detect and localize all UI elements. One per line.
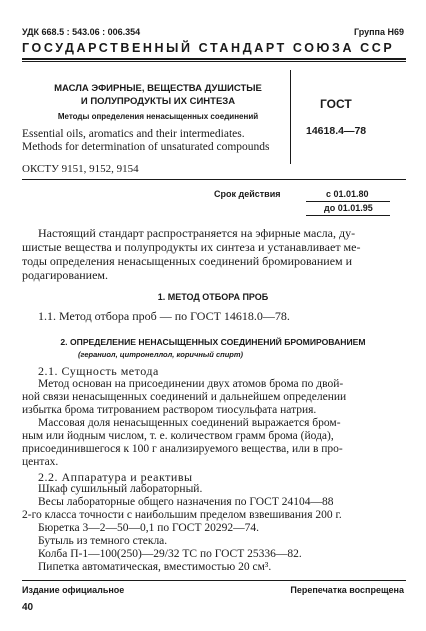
validity-rule: [306, 201, 390, 202]
section1-paragraph: 1.1. Метод отбора проб — по ГОСТ 14618.0—78.: [38, 309, 290, 323]
english-title-line2: Methods for determination of unsaturated compounds: [22, 141, 270, 153]
title-block-divider: [290, 70, 291, 164]
paragraph-line: Массовая доля ненасыщенных соединений выражается бром-: [38, 417, 341, 429]
paragraph-line: ным или йодным числом, т. е. количеством грамм брома (йода),: [22, 430, 334, 442]
english-title-line1: Essential oils, aromatics and their intermediates.: [22, 128, 245, 140]
group-code: Группа Н69: [353, 27, 404, 37]
doc-title-line2: И ПОЛУПРОДУКТЫ ИХ СИНТЕЗА: [80, 96, 236, 107]
section2-heading: 2. ОПРЕДЕЛЕНИЕ НЕНАСЫЩЕННЫХ СОЕДИНЕНИЙ БРОМИРОВАНИЕМ: [60, 337, 366, 347]
standard-title: ГОСУДАРСТВЕННЫЙ СТАНДАРТ СОЮЗА ССР: [22, 41, 395, 55]
intro-line: Настоящий стандарт распространяется на эфирные масла, ду-: [38, 226, 356, 240]
equipment-item: Пипетка автоматическая, вместимостью 20 см³.: [38, 561, 272, 573]
validity-to: до 01.01.95: [324, 203, 373, 213]
okstu-rule: [22, 179, 406, 180]
section1-heading: 1. МЕТОД ОТБОРА ПРОБ: [157, 292, 269, 302]
footer-official-edition: Издание официальное: [22, 585, 125, 595]
paragraph-line: Метод основан на присоединении двух атомов брома по двой-: [38, 378, 344, 390]
subsection-2-1-title: 2.1. Сущность метода: [38, 364, 159, 378]
gost-number: 14618.4—78: [306, 125, 367, 137]
paragraph-line: избытка брома титрованием раствором тиосульфата натрия.: [22, 404, 317, 416]
equipment-item: Весы лабораторные общего назначения по ГОСТ 24104—88: [38, 496, 334, 508]
doc-subtitle: Методы определения ненасыщенных соединений: [57, 112, 259, 121]
equipment-item: 2-го класса точности с наибольшим пределом взвешивания 200 г.: [22, 509, 342, 521]
paragraph-line: присоединившегося к 100 г анализируемого вещества, или в про-: [22, 443, 343, 455]
header-rule-thin: [22, 61, 406, 62]
equipment-item: Бюретка 3—2—50—0,1 по ГОСТ 20292—74.: [38, 522, 259, 534]
footer-rule: [22, 580, 406, 581]
intro-line: родагированием.: [22, 268, 109, 282]
equipment-item: Колба П-1—100(250)—29/32 ТС по ГОСТ 25336—82.: [38, 548, 302, 560]
validity-rule-bottom: [306, 215, 390, 216]
udk-code: УДК 668.5 : 543.06 : 006.354: [22, 27, 141, 37]
subsection-2-2-title: 2.2. Аппаратура и реактивы: [38, 470, 193, 484]
header-rule-thick: [22, 58, 406, 60]
section2-subheading: (гераниол, цитронеллол, коричный спирт): [78, 350, 244, 359]
validity-label: Срок действия: [214, 189, 281, 199]
doc-title-line1: МАСЛА ЭФИРНЫЕ, ВЕЩЕСТВА ДУШИСТЫЕ: [54, 83, 262, 94]
okstu-codes: ОКСТУ 9151, 9152, 9154: [22, 163, 139, 175]
page-number: 40: [22, 602, 34, 613]
validity-from: с 01.01.80: [326, 189, 369, 199]
footer-reprint-notice: Перепечатка воспрещена: [290, 585, 404, 595]
gost-label: ГОСТ: [320, 97, 352, 111]
intro-line: шистые вещества и полупродукты их синтеза и устанавливает ме-: [22, 240, 361, 254]
equipment-item: Бутыль из темного стекла.: [38, 535, 168, 547]
paragraph-line: ной связи ненасыщенных соединений и дальнейшем определении: [22, 391, 347, 403]
paragraph-line: центах.: [22, 456, 59, 468]
intro-line: тоды определения ненасыщенных соединений бромированием и: [22, 254, 353, 268]
equipment-item: Шкаф сушильный лабораторный.: [38, 483, 203, 495]
